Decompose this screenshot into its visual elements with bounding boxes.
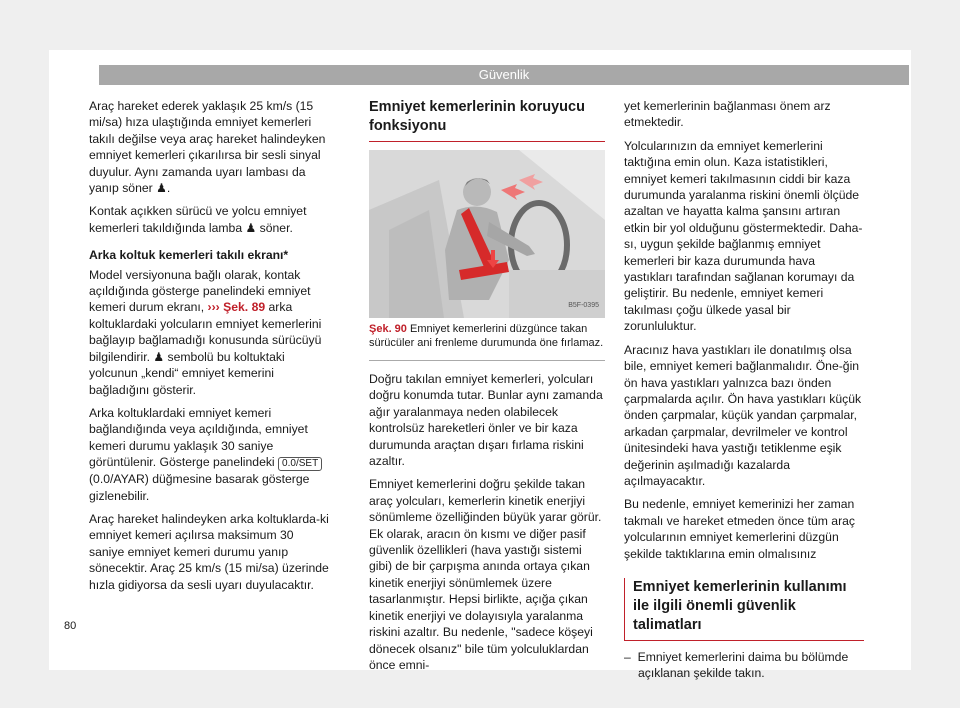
paragraph: Doğru takılan emniyet kemerleri, yolcuları doğru konumda tutar. Bunlar aynı zamanda ağır yaralanmaya neden olabilecek kontrolsüz hareketleri önler ve bir kaza durumunda araçtan dışarı fırlama riskini azaltır. [369,372,603,469]
column-2 [369,98,605,680]
page-number: 80 [64,620,77,632]
page-header: Güvenlik [99,65,909,85]
section-title: Emniyet kemerlerinin koruyucu fonksiyonu [369,98,605,142]
divider [369,360,605,361]
section-title: Emniyet kemerlerinin kullanımı ile ilgili önemli güvenlik talimatları [624,578,864,641]
paragraph: yet kemerlerinin bağlanması önem arz etmektedir. [624,99,831,130]
seatbelt-status-icon: ♟ [153,349,165,364]
paragraph: Yolcularınızın da emniyet kemerlerini taktığına emin olun. Kaza istatistikleri, emniyet kemeri takılmasının ciddi bir kaza durumunda yaralanma riskini önemli ölçüde azaltan ve hayatta kalma şansını artıran etkin bir yol olduğunu göstermektedir. Daha-sı, uygun şekilde bağlanmış emniyet kemerleri bir kaza durumunda hava yastıkları tarafından sağlanan korumayı da geliştirir. Bu nedenle, emniyet kemeri takılması çoğu ülkede yasal bir zorunluluktur. [624,138,863,334]
manual-page [49,50,911,681]
figure-caption: Şek. 90 Emniyet kemerlerini düzgünce takan sürücüler ani frenleme durumunda öne fırlamaz. [369,323,604,349]
driver-illustration [369,150,605,318]
column-1 [89,98,331,600]
paragraph: Bu nedenle, emniyet kemerinizi her zaman takmalı ve hareket etmeden önce tüm araç yolcularının emniyet kemerlerini düzgün şekilde taktıklarına emin olmalısınız [624,497,856,561]
seatbelt-warning-icon: ♟ [156,181,167,196]
subheading: Arka koltuk kemerleri takılı ekranı* [89,248,289,263]
column-3 [624,98,864,689]
figure-code: B5F-0395 [568,301,599,309]
paragraph: Kontak açıkken sürücü ve yolcu emniyet kemerleri takıldığında lamba ♟ söner. [89,204,307,235]
paragraph: Model versiyonuna bağlı olarak, kontak açıldığında gösterge panelindeki emniyet kemeri durum ekranı, ››› Şek. 89 arka koltuklardaki yolcuların emniyet kemerlerini bağlayıp bağlamadığı konusunda sürücüyü bilgilendirir. ♟ sembolü bu koltuktaki yolcunun „kendi“ emniyet kemerini bağladığını gösterir. [89,267,322,397]
list-item: – Emniyet kemerlerini daima bu bölümde açıklanan şekilde takın. [624,649,849,681]
paragraph: Arka koltuklardaki emniyet kemeri bağlandığında veya açıldığında, emniyet kemeri durumu yaklaşık 30 saniye görüntülenir. Gösterge panelindeki 0.0/SET (0.0/AYAR) düğmesine basarak gösterge gizlenebilir. [89,405,331,504]
paragraph: Emniyet kemerlerini doğru şekilde takan araç yolcuları, kemerlerin kinetik enerjiyi sönümleme özelliğinden büyük yarar görür. Ek olarak, aracın ön kısmı ve diğer pasif güvenlik özellikleri (hava yastığı sistemi gibi) de bir çarpışma anında ortaya çıkan kinetik enerjiyi sönümlemek üzere tasarlanmıştır. Hepsi birlikte, açığa çıkan kinetik enerjiyi ve dolayısıyla yaralanma riskini azaltır. Bu nedenle, "sadece köşeyi dönecek olsanız" bile tüm yolculuklardan önce emni- [369,477,602,672]
set-key-symbol: 0.0/SET [278,457,322,471]
paragraph: Araç hareket ederek yaklaşık 25 km/s (15 mi/sa) hıza ulaştığında emniyet kemerleri takılı değilse veya araç hareket halindeyken emniyet kemerleri çıkarılırsa bir sesli sinyal duyulur. Aynı zamanda uyarı lambası da yanıp söner ♟. [89,99,326,196]
seatbelt-warning-icon: ♟ [245,220,257,235]
figure-driver-seatbelt [369,150,605,318]
figure-ref-link[interactable]: ››› Şek. 89 [207,300,266,315]
paragraph: Araç hareket halindeyken arka koltuklarda-ki emniyet kemeri açılırsa maksimum 30 saniye emniyet kemeri durumu yanıp sönecektir. Araç 25 km/s (15 mi/sa) üzerinde hızla gidiyorsa da sesli uyarı duyulacaktır. [89,511,329,592]
paragraph: Aracınız hava yastıkları ile donatılmış olsa bile, emniyet kemeri bağlanmalıdır. Öne-ğin ön hava yastıkları yalnızca bazı önden çarpmalarda açılır. Ön hava yastıkları küçük önden çarpmalar, küçük yandan çarpmalar, arkadan çarpmalar, devrilmeler ve kontrol ünitesindeki hava yastığı tetiklenme eşik değerinin aşılmadığı kazalarda açılmayacaktır. [624,342,862,488]
